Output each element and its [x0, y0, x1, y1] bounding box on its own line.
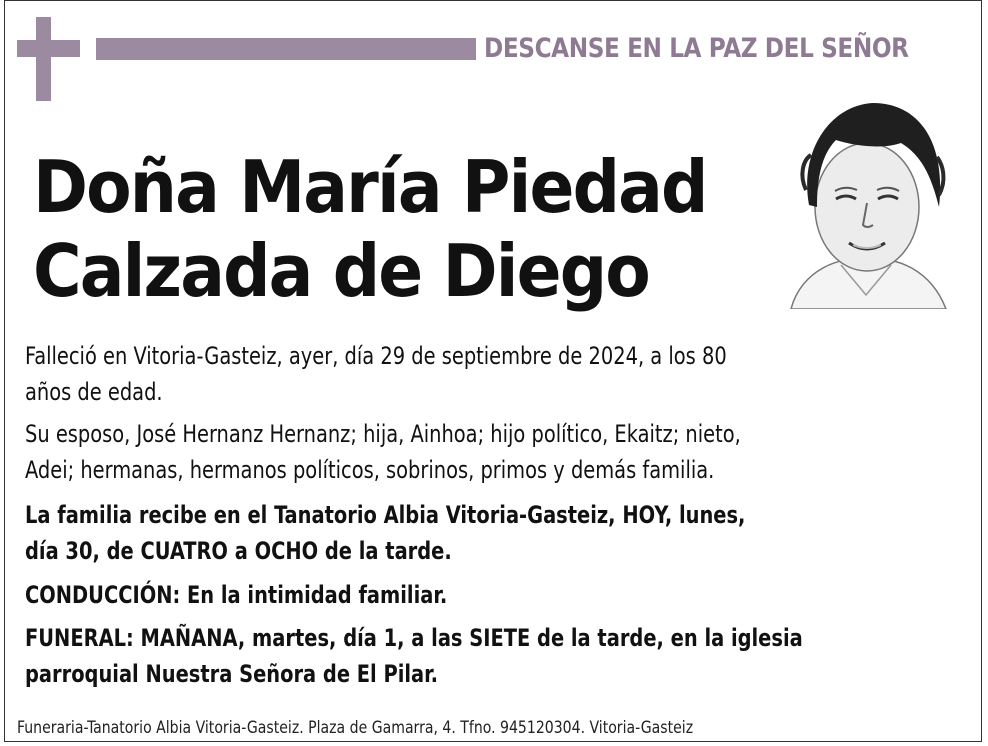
blessing-heading: DESCANSE EN LA PAZ DEL SEÑOR	[484, 33, 909, 64]
death-line1: Falleció en Vitoria-Gasteiz, ayer, día 29 de septiembre de 2024, a los 80	[25, 342, 727, 370]
funeral-line1: FUNERAL: MAÑANA, martes, día 1, a las SIETE de la tarde, en la iglesia	[25, 624, 803, 652]
deceased-name-line1: Doña María Piedad	[33, 145, 707, 229]
viewing-line2: día 30, de CUATRO a OCHO de la tarde.	[25, 537, 452, 565]
family-line1: Su esposo, José Hernanz Hernanz; hija, Ainhoa; hijo político, Ekaitz; nieto,	[25, 420, 741, 448]
funeral-line2: parroquial Nuestra Señora de El Pilar.	[25, 660, 439, 688]
family-list	[25, 416, 741, 488]
deceased-name	[33, 133, 707, 325]
portrait-photo	[781, 95, 951, 309]
funeral-home-footer: Funeraria-Tanatorio Albia Vitoria-Gasteiz. Plaza de Gamarra, 4. Tfno. 945120304. Vitoria-Gasteiz	[17, 718, 694, 738]
funeral-info	[25, 620, 803, 692]
header-band	[96, 38, 476, 60]
procession-info	[25, 577, 447, 613]
death-line2: años de edad.	[25, 378, 163, 406]
deceased-name-line2: Calzada de Diego	[33, 229, 649, 313]
family-line2: Adei; hermanas, hermanos políticos, sobrinos, primos y demás familia.	[25, 456, 715, 484]
viewing-line1: La familia recibe en el Tanatorio Albia Vitoria-Gasteiz, HOY, lunes,	[25, 501, 746, 529]
cross-icon	[36, 17, 51, 101]
death-notice	[25, 338, 727, 410]
viewing-info	[25, 497, 745, 569]
procession-line: CONDUCCIÓN: En la intimidad familiar.	[25, 581, 448, 609]
cross-icon-bar	[17, 40, 80, 57]
